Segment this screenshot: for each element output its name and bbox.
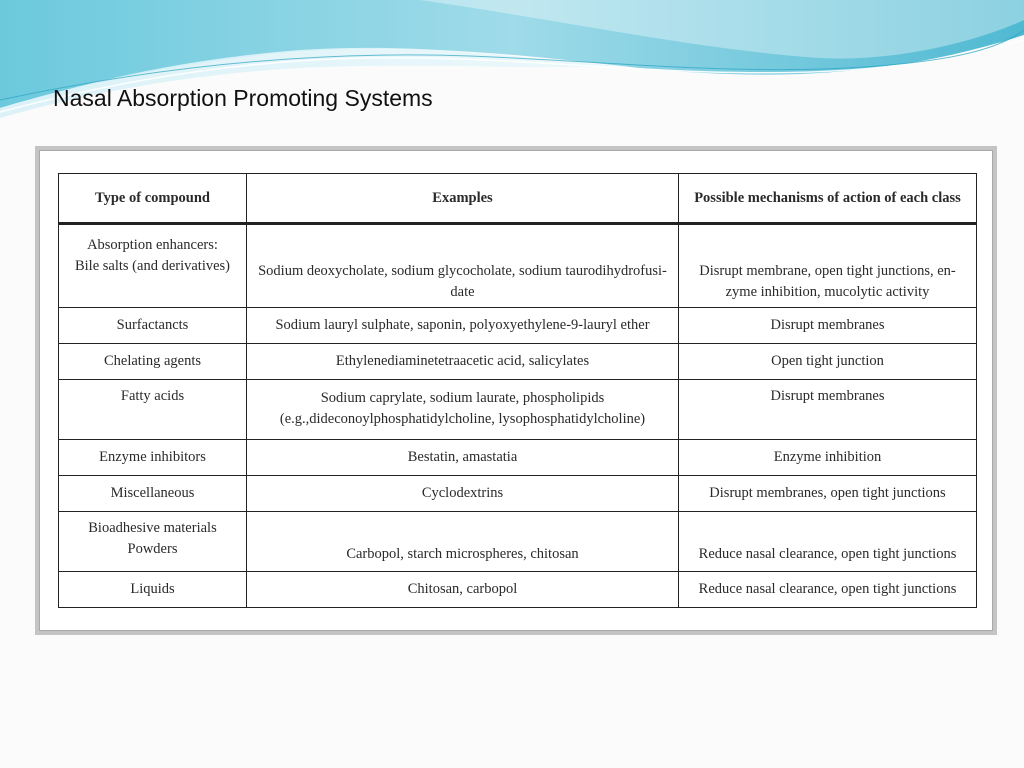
cell-mechanism: Open tight junction [679,344,977,380]
header-type: Type of compound [59,174,247,224]
table-header-row [59,174,977,224]
table-row [59,476,977,512]
absorption-table [58,173,977,608]
table-row [59,572,977,608]
header-examples: Examples [247,174,679,224]
table-image-frame [35,146,997,635]
cell-type: Surfactancts [59,308,247,344]
cell-examples: Sodium caprylate, sodium laurate, phospholipids (e.g.,dideconoylphosphatidylcholine, lysophosphatidylcholine) [247,380,679,440]
slide-title: Nasal Absorption Promoting Systems [53,85,433,111]
cell-type: Bioadhesive materials Powders [59,512,247,572]
cell-mechanism: Enzyme inhibition [679,440,977,476]
table-row [59,380,977,440]
table-row [59,308,977,344]
cell-examples: Cyclodextrins [247,476,679,512]
cell-mechanism: Disrupt membranes, open tight junctions [679,476,977,512]
table-row [59,224,977,308]
header-mechanism: Possible mechanisms of action of each class [679,174,977,224]
cell-mechanism: Disrupt membrane, open tight junctions, en- zyme inhibition, mucolytic activity [679,224,977,308]
cell-examples: Ethylenediaminetetraacetic acid, salicylates [247,344,679,380]
cell-examples: Chitosan, carbopol [247,572,679,608]
cell-examples: Sodium deoxycholate, sodium glycocholate, sodium taurodihydrofusi- date [247,224,679,308]
table-row [59,344,977,380]
cell-examples: Carbopol, starch microspheres, chitosan [247,512,679,572]
cell-type: Liquids [59,572,247,608]
cell-mechanism: Disrupt membranes [679,380,977,440]
cell-examples: Bestatin, amastatia [247,440,679,476]
cell-examples: Sodium lauryl sulphate, saponin, polyoxyethylene-9-lauryl ether [247,308,679,344]
cell-type: Miscellaneous [59,476,247,512]
cell-type: Fatty acids [59,380,247,440]
cell-type: Enzyme inhibitors [59,440,247,476]
cell-mechanism: Disrupt membranes [679,308,977,344]
cell-type: Absorption enhancers: Bile salts (and derivatives) [59,224,247,308]
cell-type: Chelating agents [59,344,247,380]
table-row [59,440,977,476]
cell-mechanism: Reduce nasal clearance, open tight junctions [679,572,977,608]
cell-mechanism: Reduce nasal clearance, open tight junctions [679,512,977,572]
table-row [59,512,977,572]
